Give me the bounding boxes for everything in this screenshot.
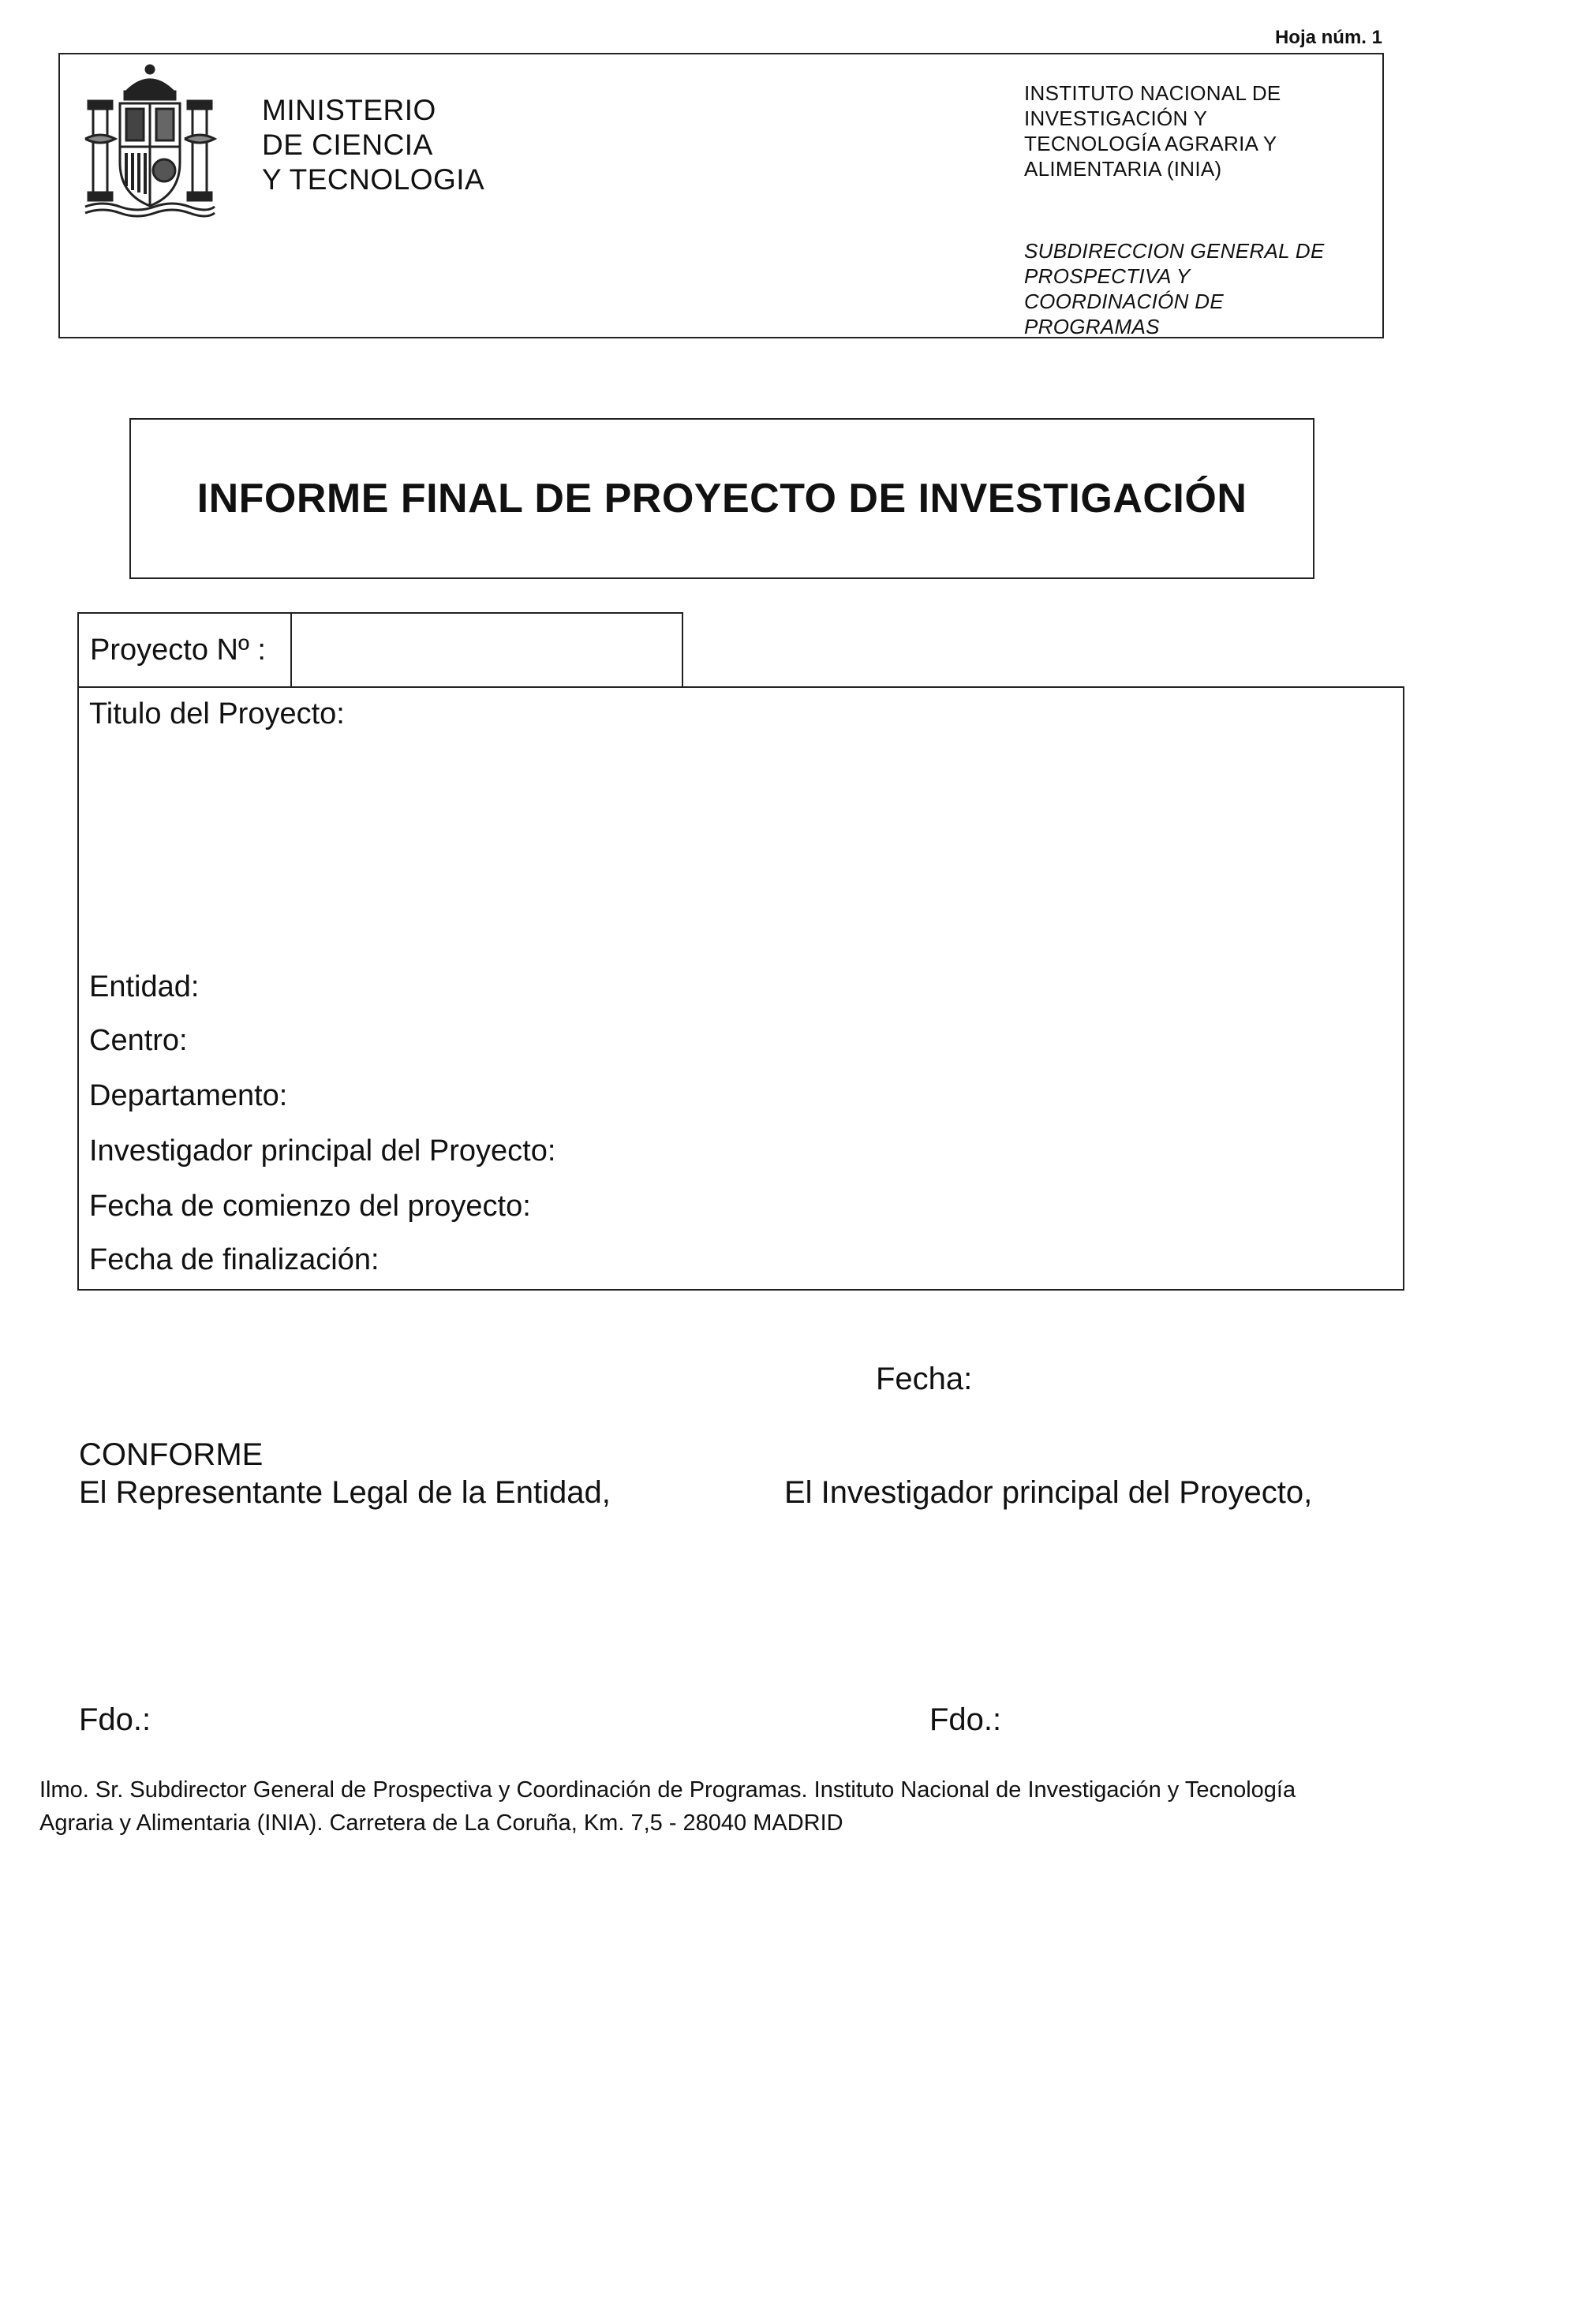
institute-line-2: INVESTIGACIÓN Y: [1024, 106, 1208, 130]
title-box: [129, 418, 1314, 579]
start-date-label: Fecha de comienzo del proyecto:: [89, 1190, 531, 1223]
document-title: INFORME FINAL DE PROYECTO DE INVESTIGACIÓN: [196, 476, 1247, 521]
institute-line-1: INSTITUTO NACIONAL DE: [1024, 81, 1281, 105]
investigator-signature-label: El Investigador principal del Proyecto,: [784, 1475, 1313, 1510]
project-number-field[interactable]: [290, 612, 683, 688]
ministry-line-2: DE CIENCIA: [262, 129, 433, 161]
principal-investigator-label: Investigador principal del Proyecto:: [89, 1134, 556, 1168]
subdirection-line-2: PROSPECTIVA Y: [1024, 264, 1191, 288]
sheet-number: Hoja núm. 1: [1274, 27, 1382, 48]
legal-representative-label: El Representante Legal de la Entidad,: [79, 1475, 611, 1510]
date-label: Fecha:: [876, 1362, 973, 1396]
spain-coat-of-arms-icon: [79, 60, 221, 218]
project-number-label: Proyecto Nº :: [77, 612, 292, 688]
ministry-line-3: Y TECNOLOGIA: [262, 163, 485, 196]
subdirection-line-3: COORDINACIÓN DE: [1024, 290, 1224, 313]
end-date-label: Fecha de finalización:: [89, 1243, 380, 1276]
subdirection-line-1: SUBDIRECCION GENERAL DE: [1024, 239, 1325, 263]
ministry-line-1: MINISTERIO: [262, 94, 436, 126]
conforme-label: CONFORME: [79, 1437, 264, 1472]
entity-label: Entidad:: [89, 970, 200, 1003]
subdirection-line-4: PROGRAMAS: [1024, 315, 1160, 338]
center-label: Centro:: [89, 1024, 188, 1057]
institute-line-4: ALIMENTARIA (INIA): [1024, 157, 1222, 181]
signed-right-label: Fdo.:: [929, 1702, 1002, 1737]
signed-left-label: Fdo.:: [79, 1702, 151, 1737]
department-label: Departamento:: [89, 1079, 288, 1112]
footer-address-line-1: Ilmo. Sr. Subdirector General de Prospectiva y Coordinación de Programas. Instituto Nacional de Investigación y Tecnología: [39, 1777, 1296, 1803]
footer-address-line-2: Agraria y Alimentaria (INIA). Carretera de La Coruña, Km. 7,5 - 28040 MADRID: [39, 1810, 843, 1836]
institute-line-3: TECNOLOGÍA AGRARIA Y: [1024, 132, 1277, 155]
project-title-label: Titulo del Proyecto:: [89, 697, 345, 730]
